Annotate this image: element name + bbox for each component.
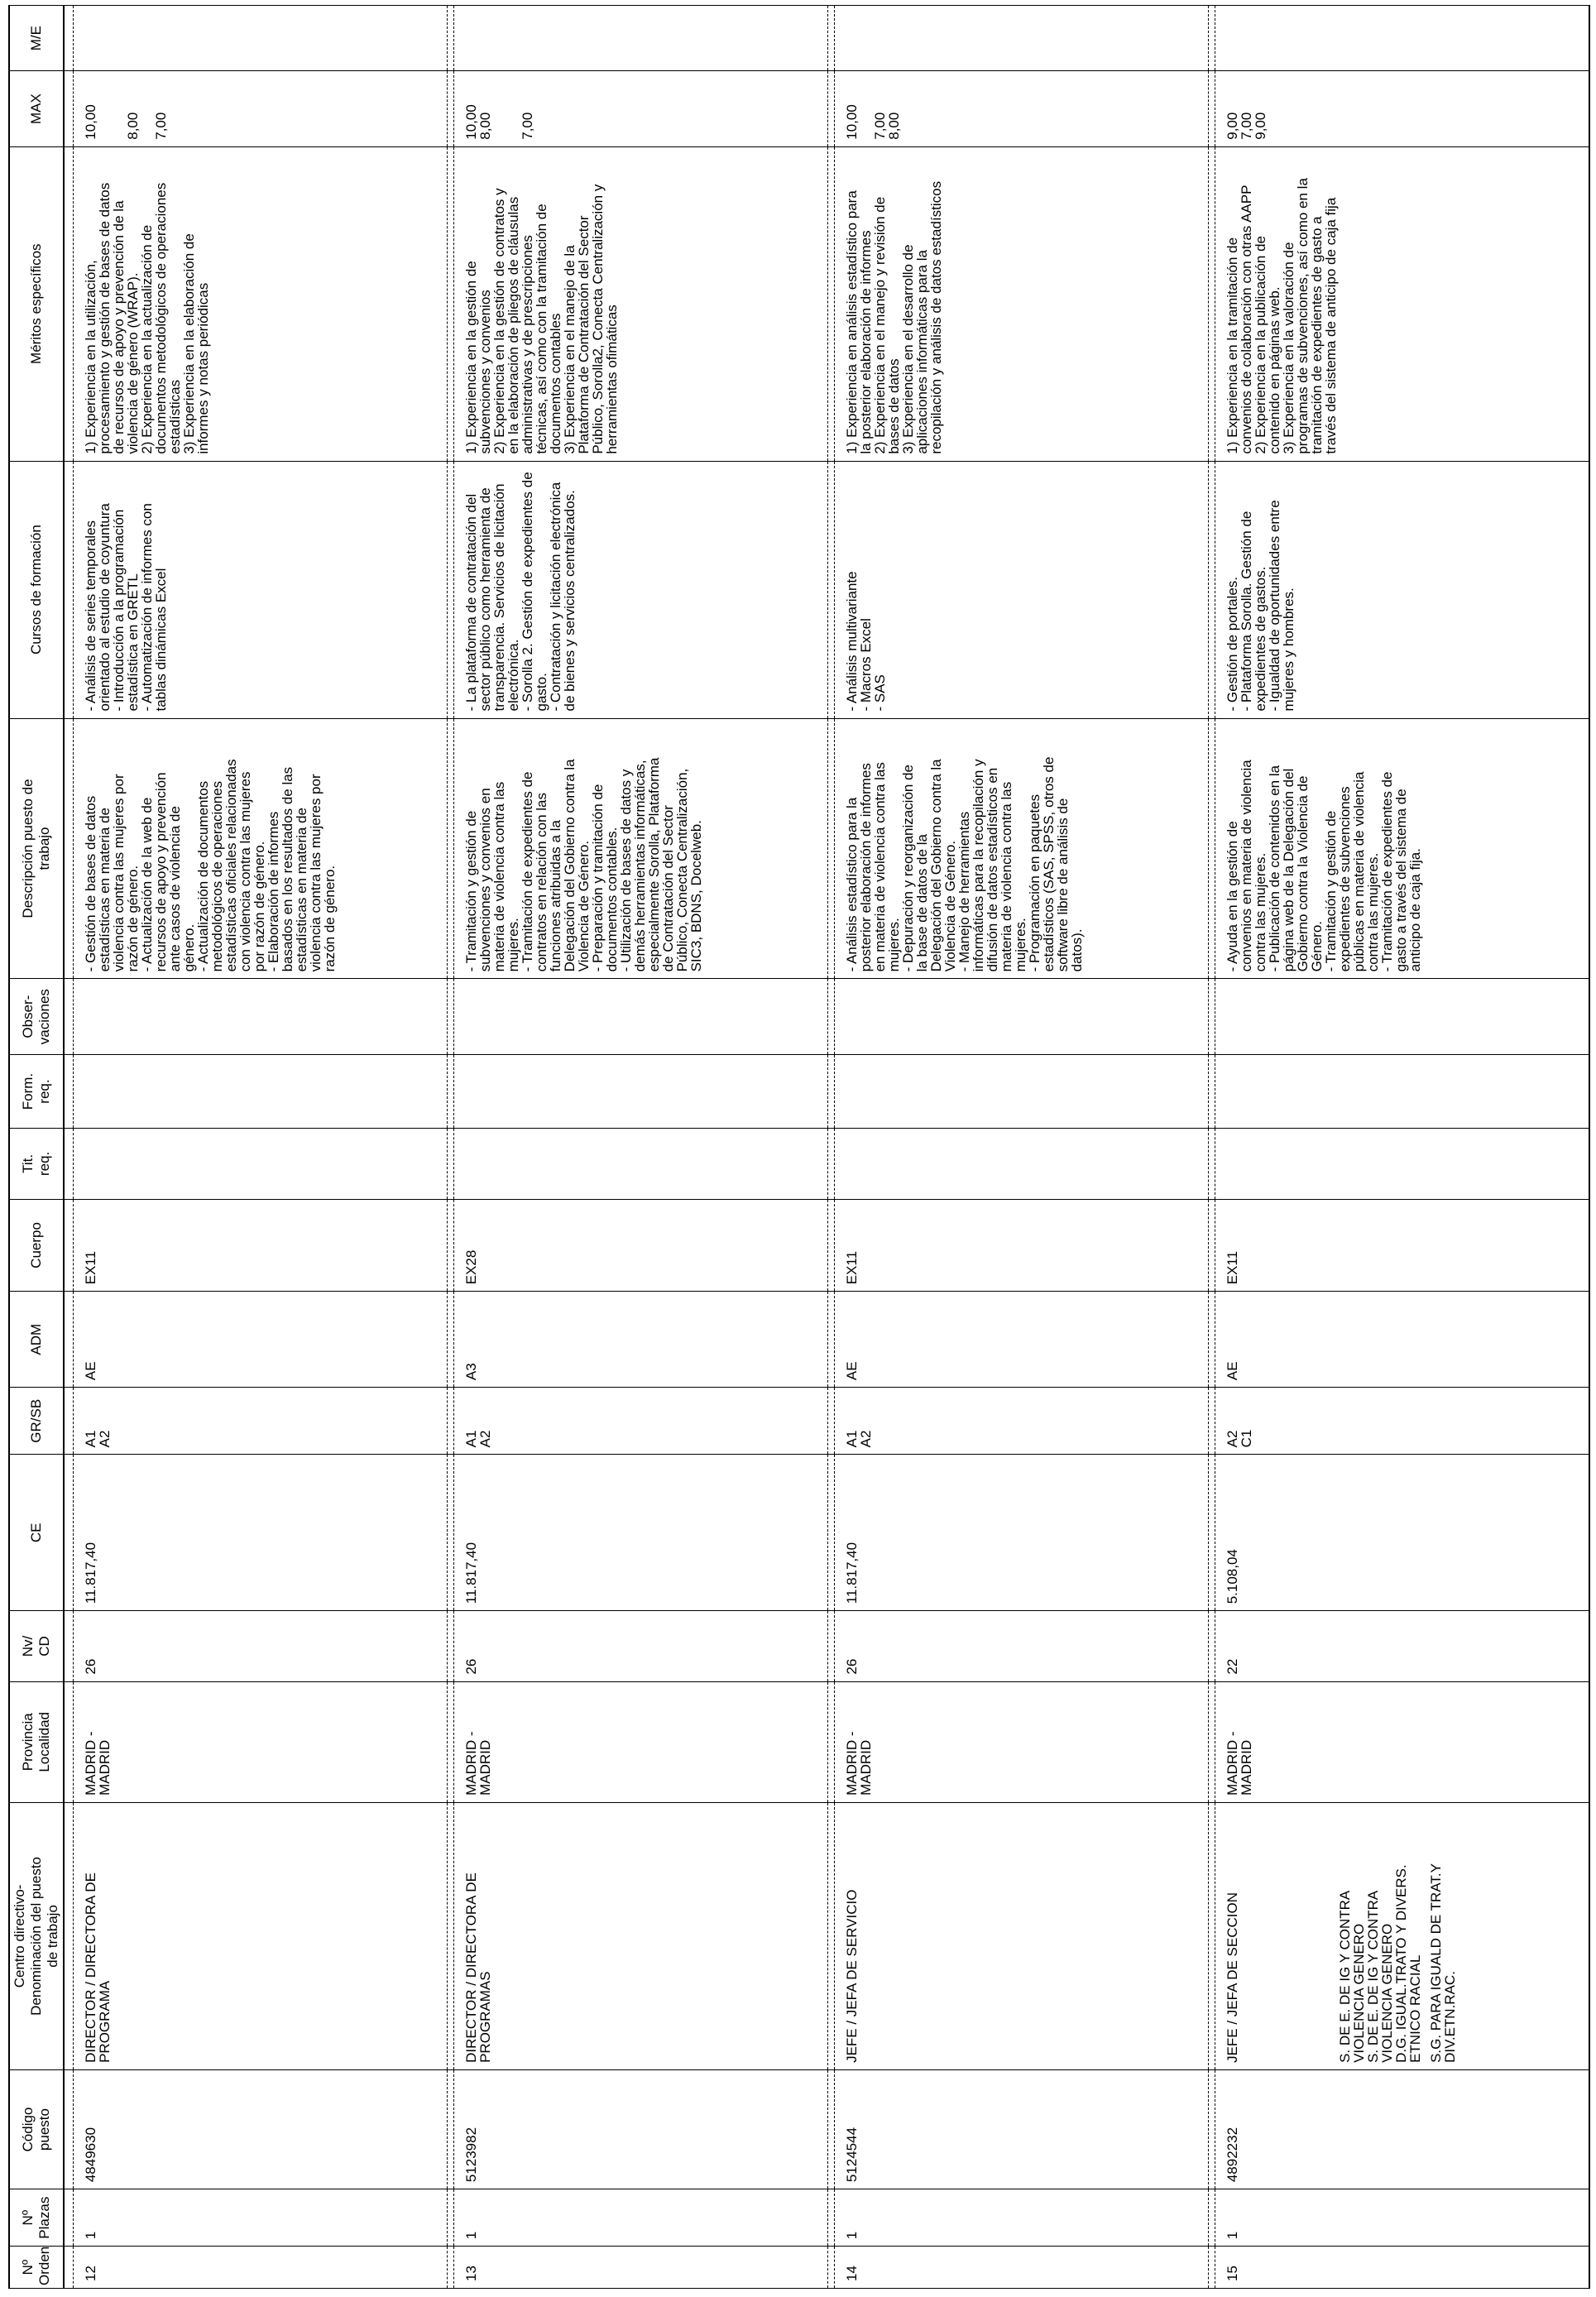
cell-nivel: 22: [1215, 1611, 1589, 1681]
cell-formacion: [454, 1054, 827, 1128]
cell-meritos: 1) Experiencia en la utilización, procesamiento y gestión de bases de datos de recursos de apoyo y prevención de la violencia de género (WRAP). 2) Experiencia en la actualización de documentos metodológicos de operaciones estadísticas 3) Experiencia en la elaboración de informes y notas periódicas: [74, 146, 447, 461]
cell-ce: 11.817,40: [835, 1455, 1208, 1611]
cell-plazas: 1: [454, 2189, 827, 2247]
unit-block-1: S. DE E. DE IG Y CONTRA VIOLENCIA GENERO S. DE E. DE IG Y CONTRA VIOLENCIA GENERO D.G. IGUAL.TRATO Y DIVERS. ETNICO RACIAL: [1337, 1864, 1424, 2063]
cell-ce: 11.817,40: [454, 1455, 827, 1611]
cell-descripcion: - Gestión de bases de datos estadísticas en materia de violencia contra las mujeres por razón de género. - Actualización de la web de recursos de apoyo y prevención ante casos de violencia de género. - Actualización de documentos metodológicos de operaciones estadísticas oficiales relacionadas con violencia contra las mujeres por razón de género. - Elaboración de informes basados en los resultados de las estadísticas en materia de violencia contra las mujeres por razón de género.: [74, 718, 447, 979]
cell-meritos: 1) Experiencia en la gestión de subvenciones y convenios 2) Experiencia en la gestión de contratos y en la elaboración de pliegos de cláusulas administrativas y de prescripciones técnicas, así como con la tramitación de documentos contables 3) Experiencia en el manejo de la Plataforma de Contratación del Sector Público, Sorolla2, Conecta Centralización y herramientas ofimáticas: [454, 146, 827, 461]
cell-cursos: - Análisis de series temporales orientado al estudio de coyuntura - Introducción a la programación estadística en GRETL - Automatización de informes con tablas dinámicas Excel: [74, 461, 447, 718]
header-cuerpo: Cuerpo: [9, 1199, 64, 1292]
cell-orden: 12: [74, 2247, 447, 2289]
cell-meritos: 1) Experiencia en análisis estadístico para la posterior elaboración de informes 2) Experiencia en el manejo y revisión de bases de datos 3) Experiencia en el desarrollo de aplicaciones informáticas para la recopilación y análisis de datos estadísticos: [835, 146, 1208, 461]
cell-codigo: 5123982: [454, 2069, 827, 2189]
centro-title: JEFE / JEFA DE SECCION: [1225, 1892, 1241, 2063]
cell-centro: DIRECTOR / DIRECTORA DE PROGRAMA: [74, 1802, 447, 2069]
header-formacion: Form. req.: [9, 1054, 64, 1128]
cell-plazas: 1: [74, 2189, 447, 2247]
header-provincia: Provincia Localidad: [9, 1681, 64, 1802]
cell-titulacion: [1215, 1129, 1589, 1199]
row-separator: [447, 6, 454, 2289]
table-row: [835, 6, 1208, 2289]
cell-cursos: - Gestión de portales. - Plataforma Sorolla. Gestión de expedientes de gastos. - Igualdad de oportunidades entre mujeres y hombres.: [1215, 461, 1589, 718]
header-adm: ADM: [9, 1292, 64, 1388]
cell-plazas: 1: [1215, 2189, 1589, 2247]
cell-descripcion: - Análisis estadístico para la posterior elaboración de informes en materia de violencia contra las mujeres. - Depuración y reorganización de la base de datos de la Delegación del Gobierno contra la Violencia de Género. - Manejo de herramientas informáticas para la recopilación y difusión de datos estadísticos en materia de violencia contra las mujeres. - Programación en paquetes estadísticos (SAS, SPSS, otros de software libre de análisis de datos).: [835, 718, 1208, 979]
cell-orden: 13: [454, 2247, 827, 2289]
cell-ce: 11.817,40: [74, 1455, 447, 1611]
cell-formacion: [1215, 1054, 1589, 1128]
cell-cuerpo: EX11: [74, 1199, 447, 1292]
header-centro: Centro directivo- Denominación del puesto de trabajo: [9, 1802, 64, 2069]
cell-provincia: MADRID - MADRID: [1215, 1681, 1589, 1802]
table-header-row: [9, 6, 64, 2289]
cell-formacion: [74, 1054, 447, 1128]
cell-me: [74, 6, 447, 71]
row-separator: [1208, 6, 1215, 2289]
cell-descripcion: - Ayuda en la gestión de convenios en materia de violencia contra las mujeres. - Publicación de contenidos en la página web de la Delegación del Gobierno contra la Violencia de Género. - Tramitación y gestión de expedientes de subvenciones públicas en materia de violencia contra las mujeres. - Tramitación de expedientes de gasto a través del sistema de anticipo de caja fija.: [1215, 718, 1589, 979]
cell-max: 9,00 7,00 9,00: [1215, 71, 1589, 146]
cell-observaciones: [835, 979, 1208, 1054]
cell-provincia: MADRID - MADRID: [835, 1681, 1208, 1802]
positions-table: [8, 5, 1590, 2289]
cell-me: [835, 6, 1208, 71]
cell-centro: [1215, 1802, 1589, 2069]
cell-descripcion: - Tramitación y gestión de subvenciones y convenios en materia de violencia contra las mujeres. - Tramitación de expedientes de contratos en relación con las funciones atribuidas a la Delegación del Gobierno contra la Violencia de Género. - Preparación y tramitación de documentos contables. - Utilización de bases de datos y demás herramientas informáticas, especialmente Sorolla, Plataforma de Contratación del Sector Público, Conecta Centralización, SIC3, BDNS, Docelweb.: [454, 718, 827, 979]
cell-max: 10,00 7,00 8,00: [835, 71, 1208, 146]
header-observaciones: Obser- vaciones: [9, 979, 64, 1054]
cell-codigo: 4849630: [74, 2069, 447, 2189]
cell-cuerpo: EX28: [454, 1199, 827, 1292]
table-top-gap: [64, 6, 74, 2289]
unit-block-2: S.G. PARA IGUALD DE TRAT.Y DIV.ETN.RAC.: [1428, 1863, 1459, 2063]
cell-adm: AE: [74, 1292, 447, 1388]
cell-adm: AE: [1215, 1292, 1589, 1388]
table-row: [454, 6, 827, 2289]
row-separator: [827, 6, 835, 2289]
cell-codigo: 4892232: [1215, 2069, 1589, 2189]
cell-titulacion: [835, 1129, 1208, 1199]
cell-observaciones: [74, 979, 447, 1054]
cell-grupo: A1 A2: [74, 1388, 447, 1455]
cell-observaciones: [454, 979, 827, 1054]
cell-plazas: 1: [835, 2189, 1208, 2247]
cell-centro: DIRECTOR / DIRECTORA DE PROGRAMAS: [454, 1802, 827, 2069]
cell-codigo: 5124544: [835, 2069, 1208, 2189]
cell-nivel: 26: [835, 1611, 1208, 1681]
header-codigo: Código puesto: [9, 2069, 64, 2189]
cell-provincia: MADRID - MADRID: [74, 1681, 447, 1802]
cell-grupo: A1 A2: [454, 1388, 827, 1455]
header-orden: Nº Orden: [9, 2247, 64, 2289]
cell-max: 10,00 8,00 7,00: [454, 71, 827, 146]
cell-provincia: MADRID - MADRID: [454, 1681, 827, 1802]
cell-adm: AE: [835, 1292, 1208, 1388]
cell-meritos: 1) Experiencia en la tramitación de convenios de colaboración con otras AAPP 2) Experiencia en la publicación de contenido en páginas web. 3) Experiencia en la valoración de programas de subvenciones, así como en la tramitación de expedientes de gasto a través del sistema de anticipo de caja fija: [1215, 146, 1589, 461]
cell-orden: 14: [835, 2247, 1208, 2289]
cell-observaciones: [1215, 979, 1589, 1054]
cell-ce: 5.108,04: [1215, 1455, 1589, 1611]
header-descripcion: Descripción puesto de trabajo: [9, 718, 64, 979]
cell-orden: 15: [1215, 2247, 1589, 2289]
cell-max: 10,00 8,00 7,00: [74, 71, 447, 146]
cell-titulacion: [74, 1129, 447, 1199]
cell-centro: JEFE / JEFA DE SERVICIO: [835, 1802, 1208, 2069]
header-max: MAX: [9, 71, 64, 146]
header-titulacion: Tit. req.: [9, 1129, 64, 1199]
cell-cursos: - La plataforma de contratación del sector público como herramienta de transparencia. Servicios de licitación electrónica. - Sorolla 2. Gestión de expedientes de gasto. - Contratación y licitación electrónica de bienes y servicios centralizados.: [454, 461, 827, 718]
cell-cursos: - Análisis multivariante - Macros Excel - SAS: [835, 461, 1208, 718]
header-plazas: Nº Plazas: [9, 2189, 64, 2247]
header-nivel: Nv/ CD: [9, 1611, 64, 1681]
cell-adm: A3: [454, 1292, 827, 1388]
header-me: M/E: [9, 6, 64, 71]
table-row: [1215, 6, 1589, 2289]
table-row: [74, 6, 447, 2289]
cell-nivel: 26: [454, 1611, 827, 1681]
header-grupo: GR/SB: [9, 1388, 64, 1455]
header-meritos: Méritos específicos: [9, 146, 64, 461]
cell-formacion: [835, 1054, 1208, 1128]
header-cursos: Cursos de formación: [9, 461, 64, 718]
cell-grupo: A1 A2: [835, 1388, 1208, 1455]
cell-titulacion: [454, 1129, 827, 1199]
cell-cuerpo: EX11: [1215, 1199, 1589, 1292]
cell-grupo: A2 C1: [1215, 1388, 1589, 1455]
cell-me: [1215, 6, 1589, 71]
header-ce: CE: [9, 1455, 64, 1611]
cell-me: [454, 6, 827, 71]
cell-cuerpo: EX11: [835, 1199, 1208, 1292]
cell-nivel: 26: [74, 1611, 447, 1681]
